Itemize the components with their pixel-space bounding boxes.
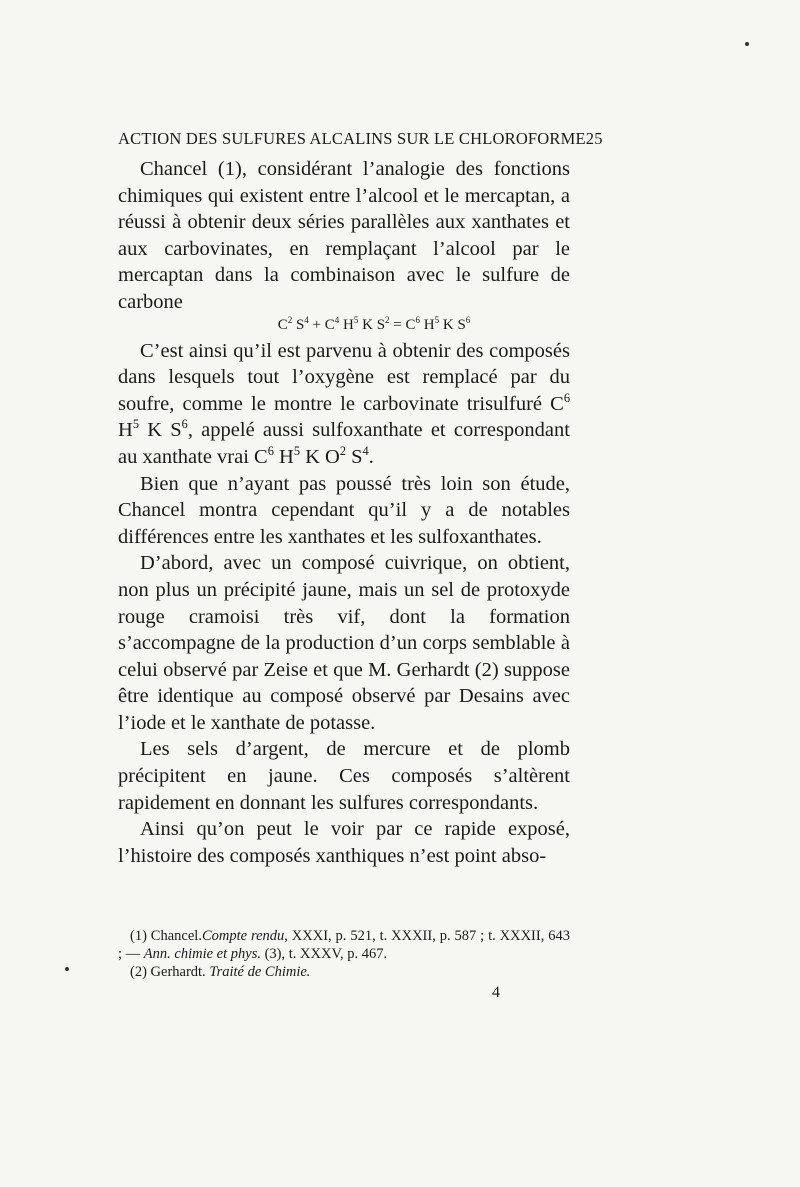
paragraph: Les sels d’argent, de mercure et de plomb précipitent en jaune. Ces composés s’altèrent rapidement en donnant les sulfures correspondants. xyxy=(118,738,570,814)
chemical-formula: $C^2$ $S^4 + C^4$ $H^5$ K $S^2 = C^6$ $H^5$ K $S^6$ xyxy=(277,314,471,333)
footnotes xyxy=(118,927,570,981)
paragraph: C’est ainsi qu’il est parvenu à obtenir des composés dans lesquels tout l’oxygène est remplacé par du soufre, comme le montre le carbovinate trisulfuré $C^6$ $H^5$ K $S^6$, appelé aussi sulfoxanthate et correspondant au xanthate vrai $C^6$ $H^5$ K $O^2$ $S^4$. xyxy=(118,339,570,468)
paragraph: Bien que n’ayant pas poussé très loin son étude, Chancel montra cependant qu’il y a de notables différences entre les xanthates et les sulfoxanthates. xyxy=(118,472,570,548)
paragraph: D’abord, avec un composé cuivrique, on obtient, non plus un précipité jaune, mais un sel de protoxyde rouge cramoisi très vif, dont la formation s’accompagne de la production d’un corps semblable à celui observé par Zeise et que M. Gerhardt (2) suppose être identique au composé observé par Desains avec l’iode et le xanthate de potasse. xyxy=(118,552,570,734)
paragraph: Chancel (1), considérant l’analogie des fonctions chimiques qui existent entre l’alcool et le mercaptan, a réussi à obtenir deux séries parallèles aux xanthates et aux carbovinates, en remplaçant l’alcool par le mercaptan dans la combinaison avec le sulfure de carbone xyxy=(118,158,570,313)
signature-mark: 4 xyxy=(492,984,500,1001)
footnote-1: (1) Chancel.Compte rendu, XXXI, p. 521, t. XXXII, p. 587 ; t. XXXII, 643 ; — Ann. chimie et phys. (3), t. XXXV, p. 467. xyxy=(118,928,570,962)
running-header xyxy=(118,129,603,149)
paragraph: Ainsi qu’on peut le voir par ce rapide exposé, l’histoire des composés xanthiques n’est point abso- xyxy=(118,818,570,867)
speck-mark xyxy=(745,42,749,46)
page-number-top: 25 xyxy=(585,129,603,148)
speck-mark xyxy=(65,967,69,971)
main-text xyxy=(118,156,570,869)
running-title: ACTION DES SULFURES ALCALINS SUR LE CHLOROFORME xyxy=(118,129,586,148)
footnote-2: (2) Gerhardt. Traité de Chimie. xyxy=(130,964,311,980)
